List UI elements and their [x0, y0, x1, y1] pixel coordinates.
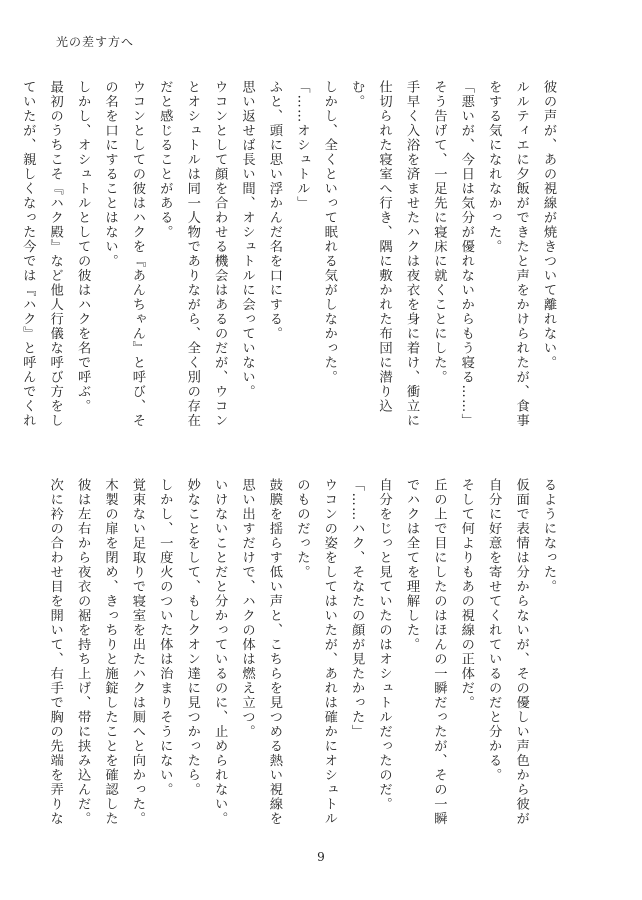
paragraph: 「……オシュトル」 [294, 80, 310, 211]
paragraph: 覚束ない足取りで寝室を出たハクは厠へと向かった。 [129, 478, 145, 826]
paragraph: 次に衿の合わせ目を開いて、右手で胸の先端を弄りな [47, 478, 63, 826]
paragraph: 木製の扉を閉め、きっちりと施錠したことを確認した彼は左右から夜衣の裾を持ち上げ、帯に挟み込んだ。 [75, 478, 118, 826]
paragraph: しかし、オシュトルとしての彼はハクを名で呼ぶ。 [75, 80, 91, 414]
paragraph: ルルティエに夕飯ができたと声をかけられたが、食事をする気になれなかった。 [486, 80, 529, 428]
running-title: 光の差す方へ [56, 35, 135, 49]
text-block-bottom [47, 478, 562, 838]
paragraph: ウコンの姿をしてはいたが、あれは確かにオシュトルのものだった。 [294, 478, 337, 826]
paragraph: いけないことだと分かっているのに、止められない。 [212, 478, 228, 826]
paragraph: るようになった。 [541, 478, 556, 594]
paragraph: ふと、頭に思い浮かんだ名を口にする。 [266, 80, 282, 341]
paragraph: 自分をじっと見ていたのはオシュトルだったのだ。 [376, 478, 392, 812]
paragraph: 思い返せば長い間、オシュトルに会っていない。 [239, 80, 255, 399]
paragraph: 仮面で表情は分からないが、その優しい声色から彼が自分に好意を寄せてくれているのだと分かる。 [486, 478, 529, 826]
paragraph: 彼の声が、あの視線が焼きついて離れない。 [541, 80, 556, 370]
paragraph: 手早く入浴を済ませたハクは夜衣を身に着け、衝立に仕切られた寝室へ行き、隅に敷かれた布団に潜り込む。 [349, 80, 419, 428]
paragraph: 「悪いが、今日は気分が優れないからもう寝る……」 [458, 80, 474, 428]
paragraph: そう告げて、一足先に寝床に就くことにした。 [431, 80, 447, 385]
paragraph: 鼓膜を揺らす低い声と、こちらを見つめる熱い視線を思い出すだけで、ハクの体は燃え立つ。 [239, 478, 282, 826]
text-block-top [20, 80, 562, 440]
paragraph: そして何よりもあの視線の正体だ。 [458, 478, 474, 710]
paragraph: 「……ハク、そなたの顔が見たかった」 [349, 478, 365, 739]
paragraph: しかし、一度火のついた体は治まりそうにない。 [157, 478, 173, 797]
paragraph: ウコンとして顔を合わせる機会はあるのだが、ウコンとオシュトルは同一人物でありながら、全く別の存在だと感じることがある。 [157, 80, 228, 428]
paragraph: 丘の上で目にしたのはほんの一瞬だったが、その一瞬でハクは全てを理解した。 [403, 478, 447, 826]
paragraph: 最初のうちこそ『ハク殿』など他人行儀な呼び方をしていたが、親しくなった今では『ハク』と呼んでくれ [20, 80, 63, 428]
paragraph: ウコンとしての彼はハクを『あんちゃん』と呼び、その名を口にすることはない。 [102, 80, 145, 428]
page-number: 9 [317, 850, 325, 864]
paragraph: 妙なことをして、もしクオン達に見つかったら。 [184, 478, 200, 797]
paragraph: しかし、全くといって眠れる気がしなかった。 [321, 80, 337, 385]
